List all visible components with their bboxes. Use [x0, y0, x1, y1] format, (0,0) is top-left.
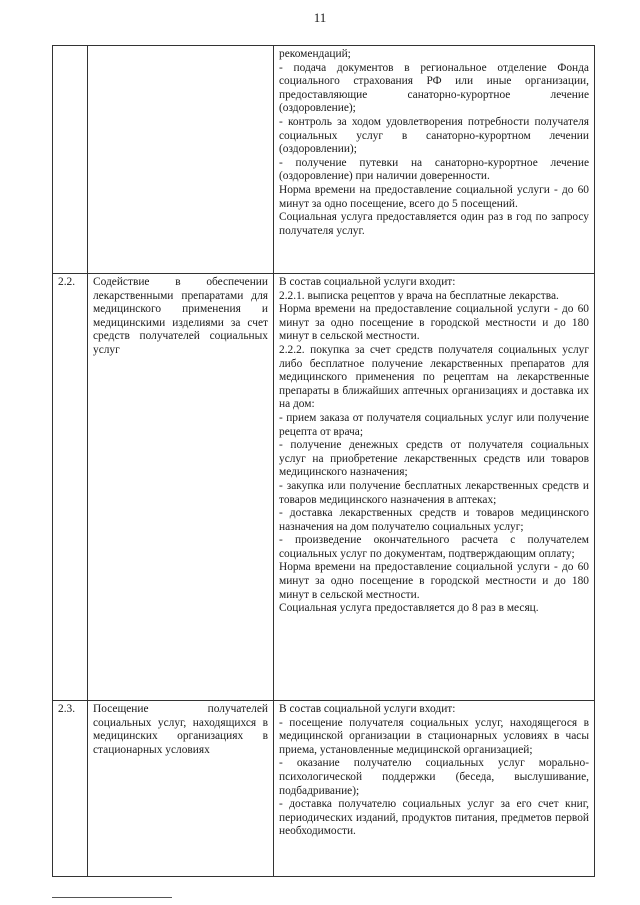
table-row: [53, 701, 595, 877]
table-row: [53, 46, 595, 274]
description-line: - получение денежных средств от получателя социальных услуг на приобретение лекарственных средств или товаров медицинского назначения;: [279, 439, 589, 479]
table-row: [53, 274, 595, 701]
description-line: - посещение получателя социальных услуг, находящегося в медицинской организации в стационарных условиях в часы приема, установленные медицинской организацией;: [279, 716, 589, 756]
description-line: - произведение окончательного расчета с получателем социальных услуг по документам, подтверждающим оплату;: [279, 534, 589, 560]
description-line: Норма времени на предоставление социальной услуги - до 60 минут за одно посещение в городской местности и до 180 минут в сельской местности.: [279, 303, 589, 343]
service-name: [88, 46, 274, 274]
row-number: [53, 46, 88, 274]
services-table: [52, 45, 595, 877]
description-line: рекомендаций;: [279, 48, 351, 60]
row-number: 2.2.: [53, 274, 88, 701]
description-line: - закупка или получение бесплатных лекарственных средств и товаров медицинского назначения в аптеках;: [279, 479, 589, 506]
description-line: 2.2.1. выписка рецептов у врача на бесплатные лекарства.: [279, 289, 559, 302]
description-line: - контроль за ходом удовлетворения потребности получателя социальных услуг в санаторно-курортном лечении (оздоровлении);: [279, 115, 589, 156]
row-number: 2.3.: [53, 701, 88, 877]
page-number: 11: [313, 10, 327, 25]
description-line: Норма времени на предоставление социальной услуги - до 60 минут за одно посещение, всего до 5 посещений.: [279, 183, 589, 210]
description-line: 2.2.2. покупка за счет средств получателя социальных услуг либо бесплатное получение лекарственных препаратов для медицинского применения по рецептам на лекарственные препараты в ближайших аптечных организациях и доставка их на дом:: [279, 343, 589, 411]
description-line: - подача документов в региональное отделение Фонда социального страхования РФ или иные организации, предоставляющие санаторно-курортное лечение (оздоровление);: [279, 61, 589, 115]
footer-divider: [52, 897, 172, 898]
service-name: Содействие в обеспечении лекарственными препаратами для медицинского применения и медицинскими изделиями за счет средств получателей социальных услуг: [88, 274, 274, 701]
description-line: Социальная услуга предоставляется один раз в год по запросу получателя услуг.: [279, 211, 589, 237]
description-line: В состав социальной услуги входит:: [279, 703, 456, 715]
description-line: - доставка получателю социальных услуг за его счет книг, периодических изданий, продуктов питания, предметов первой необходимости.: [279, 798, 589, 838]
description-line: - получение путевки на санаторно-курортное лечение (оздоровление) при наличии доверенности.: [279, 156, 589, 183]
service-name: Посещение получателей социальных услуг, находящихся в медицинских организациях в стационарных условиях: [88, 701, 274, 877]
service-description: [274, 274, 595, 701]
description-line: - доставка лекарственных средств и товаров медицинского назначения на дом получателю социальных услуг;: [279, 507, 589, 533]
description-line: В состав социальной услуги входит:: [279, 276, 456, 288]
description-line: Норма времени на предоставление социальной услуги - до 60 минут за одно посещение в городской местности и до 180 минут в сельской местности.: [279, 561, 589, 601]
service-description: [274, 701, 595, 877]
description-line: - оказание получателю социальных услуг морально-психологической поддержки (беседа, выслушивание, подбадривание);: [279, 757, 589, 797]
description-line: Социальная услуга предоставляется до 8 раз в месяц.: [279, 602, 539, 615]
description-line: - прием заказа от получателя социальных услуг или получение рецепта от врача;: [279, 411, 589, 438]
service-description: [274, 46, 595, 274]
